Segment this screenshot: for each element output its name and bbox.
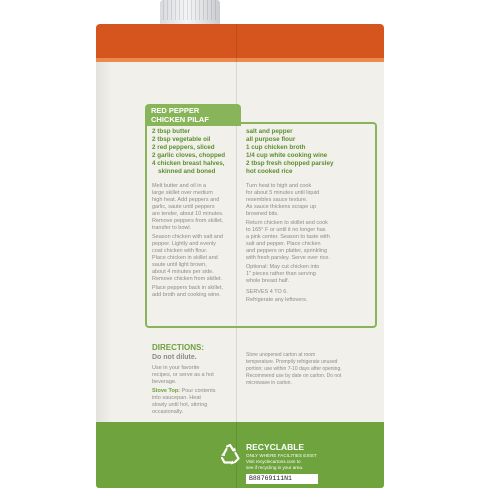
recipe-step-line: Refrigerate any leftovers. xyxy=(246,297,308,303)
recipe-step-line: for about 5 minutes until liquid xyxy=(246,190,320,196)
ingredient: 1 cup chicken broth xyxy=(246,144,306,151)
recipe-title-line: CHICKEN PILAF xyxy=(151,115,209,124)
directions-heading: DIRECTIONS: xyxy=(152,343,204,352)
ingredient: 1/4 cup white cooking wine xyxy=(246,152,328,159)
recipe-step-line: browned bits. xyxy=(246,211,279,217)
recipe-step-line: add broth and cooking wine. xyxy=(152,292,221,298)
recipe-step-line: Remove peppers from skillet, xyxy=(152,218,224,224)
ingredient: hot cooked rice xyxy=(246,168,293,175)
recipe-step-line: about 4 minutes per side. xyxy=(152,269,214,275)
ingredient: 2 tbsp fresh chopped parsley xyxy=(246,160,334,167)
storage-line: Store unopened carton at room xyxy=(246,352,316,358)
recipe-step-line: a pink center. Season to taste with xyxy=(246,234,330,240)
recyclable-line: see if recycling in your area. xyxy=(246,465,304,470)
recipe-step-line: coat chicken with flour. xyxy=(152,248,208,254)
recipe-step-line: transfer to bowl. xyxy=(152,225,192,231)
recyclable-line: ONLY WHERE FACILITIES EXIST xyxy=(246,453,317,458)
recipe-step-line: SERVES 4 TO 6. xyxy=(246,289,288,295)
stove-top-text: Pour contents xyxy=(180,388,216,394)
directions-line: recipes, or serve as a hot xyxy=(152,372,214,378)
ingredient: 2 red peppers, sliced xyxy=(152,144,215,151)
recipe-step-line: high heat. Add peppers and xyxy=(152,197,220,203)
recipe-title-line: RED PEPPER xyxy=(151,106,200,115)
storage-line: microwave in carton. xyxy=(246,380,292,386)
recipe-step-line: are tender, about 10 minutes. xyxy=(152,211,224,217)
ingredient: 2 tbsp butter xyxy=(152,128,191,135)
recyclable-line: Visit recyclecartons.com to xyxy=(246,459,301,464)
recipe-step-line: 1" pieces rather than serving xyxy=(246,271,316,277)
batch-code: B88769111N1 xyxy=(249,475,292,482)
recipe-step-line: large skillet over medium xyxy=(152,190,213,196)
recipe-step-line: resembles sauce texture. xyxy=(246,197,308,203)
directions-line: Use in your favorite xyxy=(152,365,200,371)
recipe-step-line: As sauce thickens scrape up xyxy=(246,204,317,210)
ingredient: 2 tbsp vegetable oil xyxy=(152,136,211,143)
carton-top-band xyxy=(96,24,384,58)
recipe-step-line: with fresh parsley. Serve over rice. xyxy=(246,255,330,261)
ingredient: salt and pepper xyxy=(246,128,293,135)
recipe-step-line: and peppers on platter, sprinkling xyxy=(246,248,328,254)
recipe-step-line: salt and pepper. Place chicken xyxy=(246,241,321,247)
recipe-step-line: Melt butter and oil in a xyxy=(152,183,207,189)
recipe-step-line: Turn heat to high and cook xyxy=(246,183,312,189)
recipe-step-line: to 165° F or until it no longer has xyxy=(246,227,326,233)
recipe-step-line: whole breast half. xyxy=(246,278,290,284)
directions-line: occasionally. xyxy=(152,409,184,415)
ingredient: 2 garlic cloves, chopped xyxy=(152,152,226,159)
cap-ridges xyxy=(163,0,217,20)
recipe-step-line: Remove chicken from skillet. xyxy=(152,276,222,282)
recipe-step-line: Optional: May cut chicken into xyxy=(246,264,320,270)
stove-top-label: Stove Top: xyxy=(152,388,181,394)
ingredient: all purpose flour xyxy=(246,136,296,143)
recipe-step-line: garlic, saute until peppers xyxy=(152,204,215,210)
recipe-step-line: Season chicken with salt and xyxy=(152,234,223,240)
recipe-step-line: Return chicken to skillet and cook xyxy=(246,220,328,226)
directions-line: into saucepan. Heat xyxy=(152,395,201,401)
storage-line: Recommend use by date on carton. Do not xyxy=(246,373,342,379)
directions-line: beverage. xyxy=(152,379,177,385)
ingredient: skinned and boned xyxy=(158,168,216,175)
recyclable-title: RECYCLABLE xyxy=(246,442,305,452)
recipe-step-line: saute until light brown, xyxy=(152,262,207,268)
directions-line: slowly until hot, stirring xyxy=(152,402,208,408)
storage-line: temperature. Promptly refrigerate unused xyxy=(246,359,338,365)
recipe-step-line: Place chicken in skillet and xyxy=(152,255,218,261)
ingredient: 4 chicken breast halves, xyxy=(152,160,225,167)
directions-subheading: Do not dilute. xyxy=(152,354,197,361)
panel-shadow xyxy=(96,62,112,482)
recipe-step-line: pepper. Lightly and evenly xyxy=(152,241,216,247)
recipe-step-line: Place peppers back in skillet, xyxy=(152,285,223,291)
storage-line: portion; use within 7-10 days after opening. xyxy=(246,366,342,372)
recycle-icon xyxy=(218,442,242,466)
